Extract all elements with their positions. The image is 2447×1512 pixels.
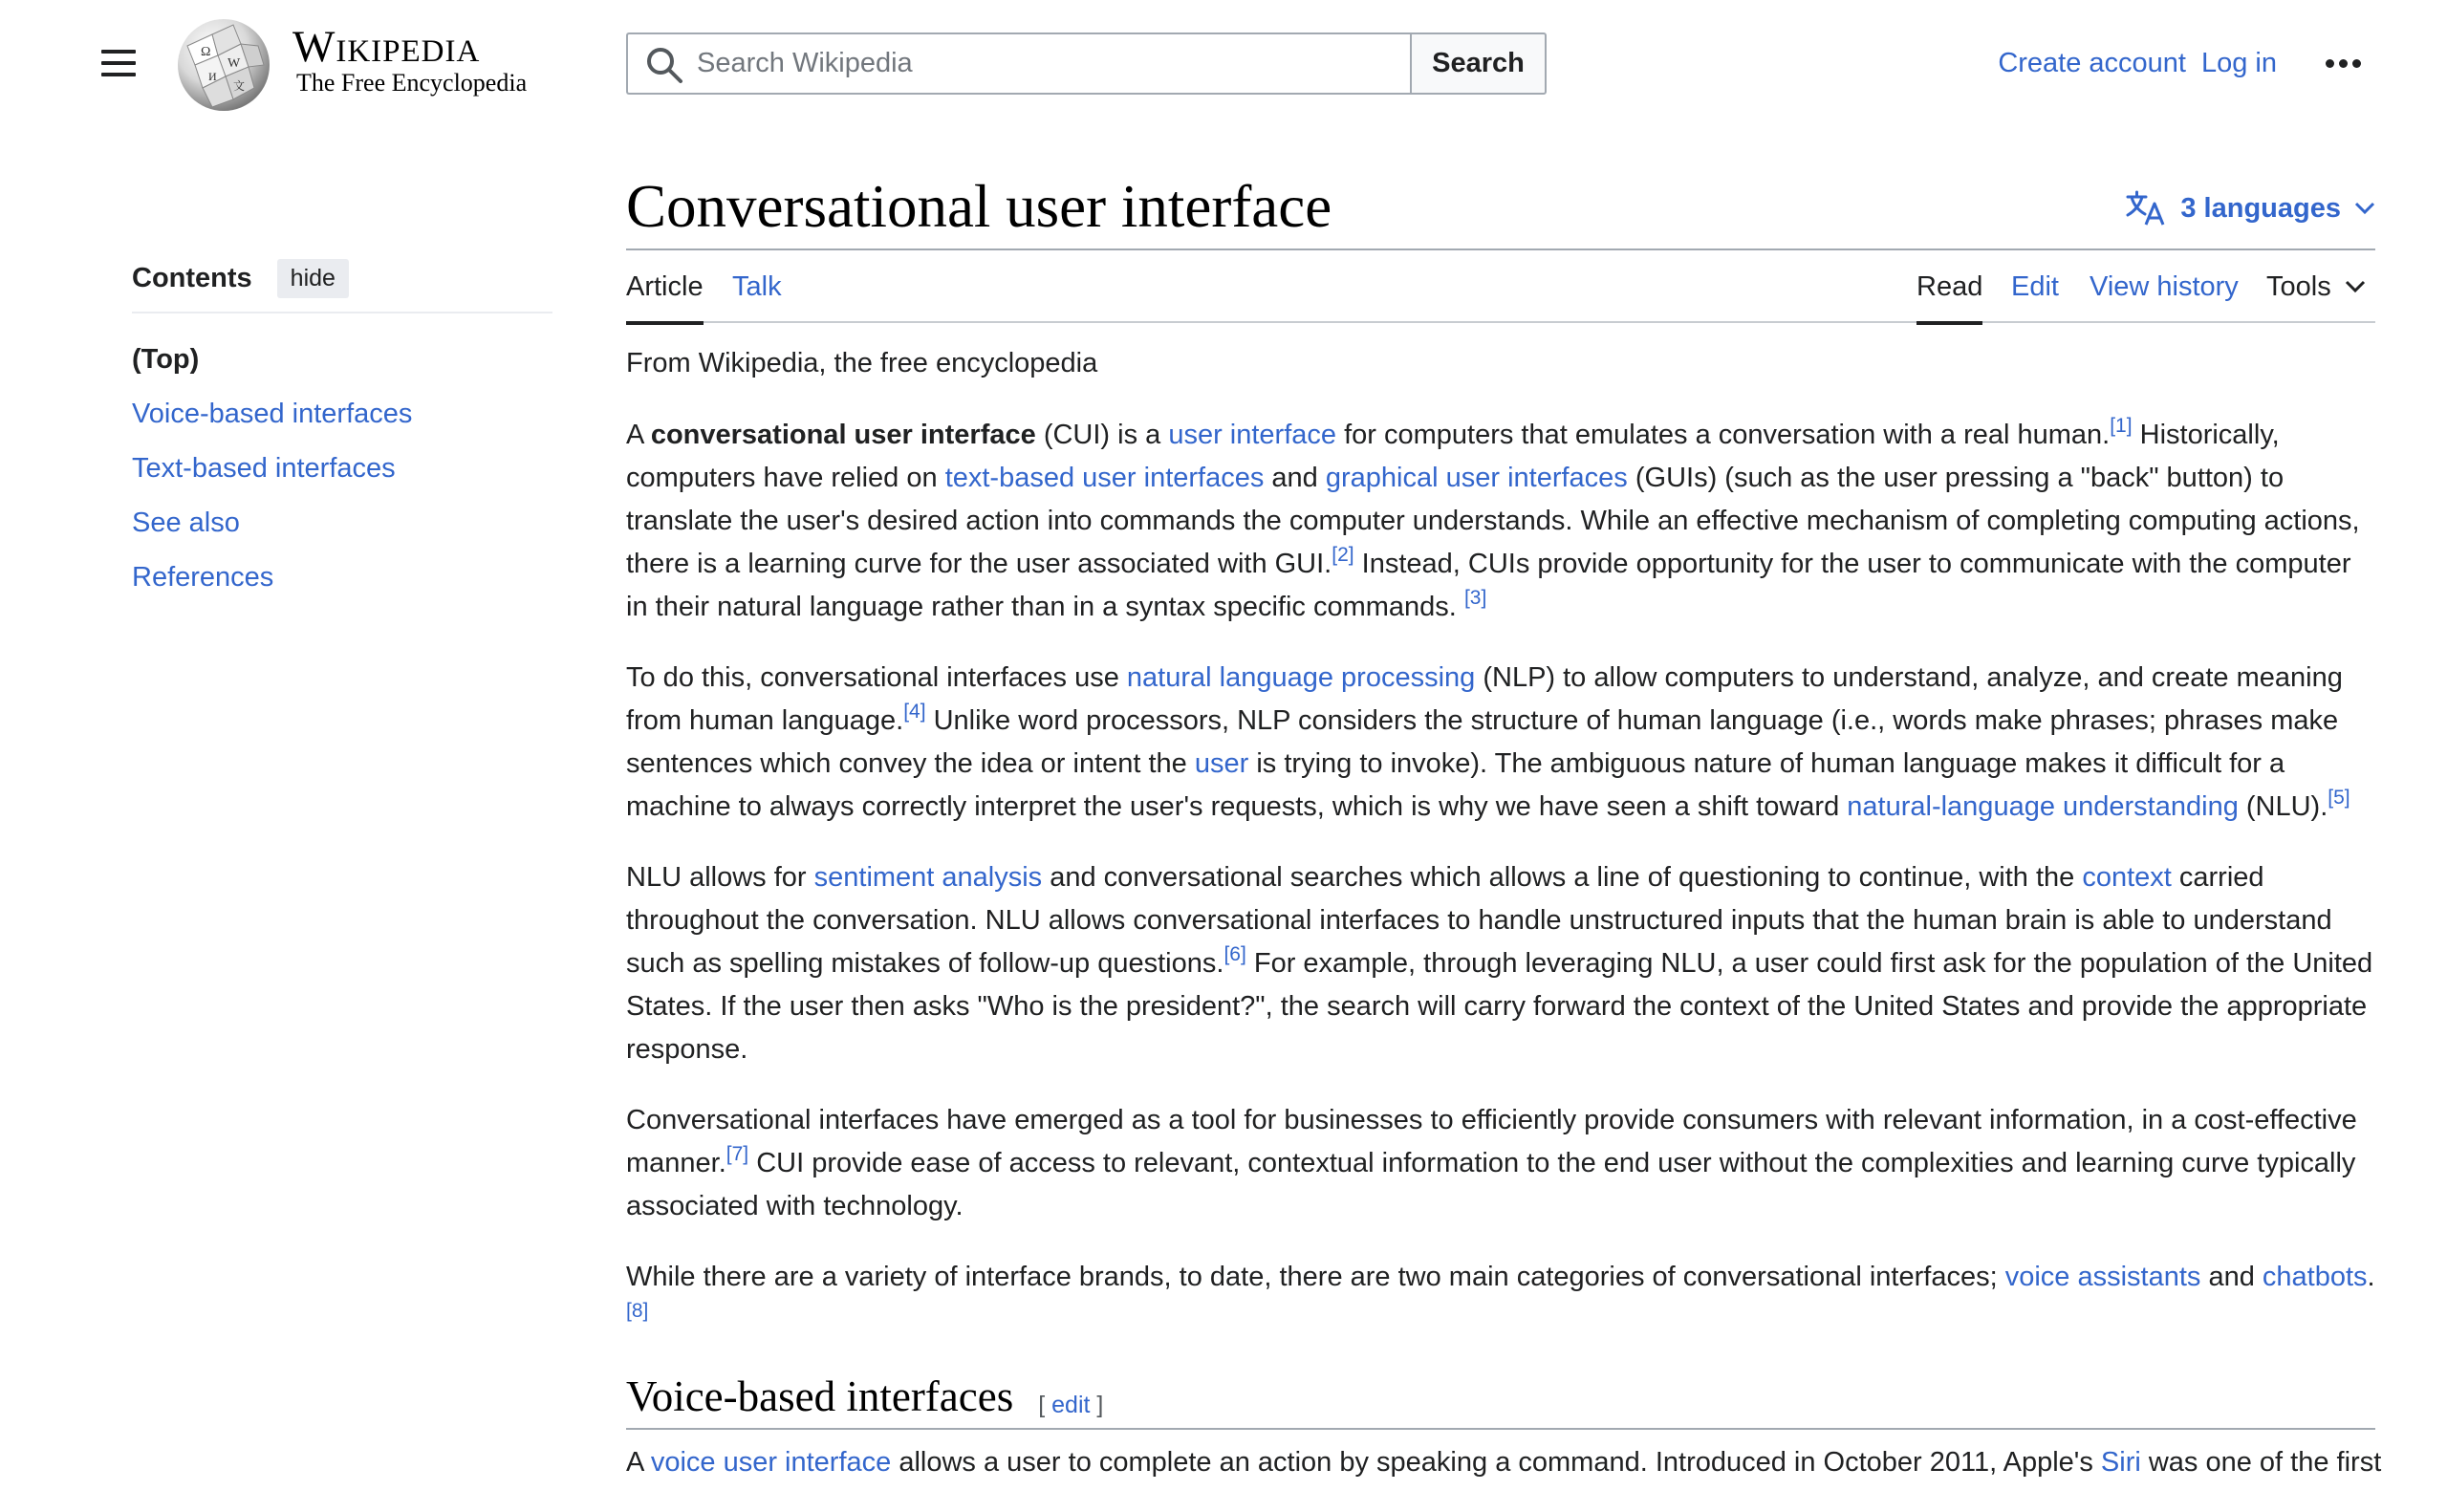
- ref-1[interactable]: [1]: [2110, 415, 2133, 437]
- paragraph-6: A voice user interface allows a user to complete an action by speaking a command. Introduced in October 2011, Apple's Siri was one of the first: [626, 1447, 2382, 1478]
- search-icon: [645, 46, 683, 84]
- page-tabs: [626, 250, 2375, 323]
- translate-icon: [2125, 189, 2167, 227]
- link-sentiment-analysis[interactable]: sentiment analysis: [813, 862, 1043, 893]
- bold-term: conversational user interface: [650, 420, 1036, 450]
- chevron-down-icon: [2354, 202, 2375, 215]
- search-input[interactable]: [697, 34, 1404, 93]
- tab-edit[interactable]: Edit: [2011, 271, 2059, 302]
- table-of-contents: [132, 258, 552, 605]
- tab-read[interactable]: Read: [1916, 250, 1982, 325]
- link-context[interactable]: context: [2082, 862, 2172, 893]
- search-button[interactable]: Search: [1410, 32, 1547, 95]
- toc-item-references[interactable]: References: [132, 562, 274, 593]
- chevron-down-icon: [2345, 280, 2366, 293]
- tools-label: Tools: [2266, 271, 2331, 302]
- svg-text:Ω: Ω: [201, 45, 211, 59]
- section-edit-control: [ edit ]: [1038, 1392, 1104, 1418]
- ref-4[interactable]: [4]: [903, 701, 926, 723]
- svg-text:И: И: [208, 70, 217, 83]
- tools-dropdown[interactable]: [2266, 250, 2366, 323]
- toc-item-text-based-interfaces[interactable]: Text-based interfaces: [132, 453, 396, 484]
- link-graphical-user-interfaces[interactable]: graphical user interfaces: [1325, 463, 1628, 493]
- link-text-based-user-interfaces[interactable]: text-based user interfaces: [944, 463, 1265, 493]
- link-siri[interactable]: Siri: [2100, 1447, 2141, 1478]
- paragraph-3: NLU allows for sentiment analysis and conversational searches which allows a line of questioning to continue, with the context carried throughout the conversation. NLU allows conversational interfaces to handle unstructured inputs that the human brain is able to understand such as spelling mistakes of follow-up questions.[6] For example, through leveraging NLU, a user could first ask for the population of the United States. If the user then asks "Who is the president?", the search will carry forward the context of the United States and provide the appropriate response.: [626, 862, 2373, 1065]
- ref-3[interactable]: [3]: [1463, 587, 1487, 609]
- section-edit-link[interactable]: edit: [1051, 1392, 1091, 1418]
- toc-item-top[interactable]: (Top): [132, 344, 200, 375]
- link-voice-assistants[interactable]: voice assistants: [2004, 1262, 2201, 1292]
- language-count: 3 languages: [2180, 192, 2341, 224]
- toc-title: Contents: [132, 262, 252, 293]
- toc-item-see-also[interactable]: See also: [132, 508, 240, 538]
- svg-text:W: W: [227, 56, 241, 71]
- ref-5[interactable]: [5]: [2328, 787, 2350, 809]
- paragraph-2: To do this, conversational interfaces use natural language processing (NLP) to allow computers to understand, analyze, and create meaning from human language.[4] Unlike word processors, NLP considers the structure of human language (i.e., words make phrases; phrases make sentences which convey the idea or intent the user is trying to invoke). The ambiguous nature of human language makes it difficult for a machine to always correctly interpret the user's requests, which is why we have seen a shift toward natural-language understanding (NLU).[5]: [626, 662, 2350, 822]
- paragraph-4: Conversational interfaces have emerged as a tool for businesses to efficiently provide consumers with relevant information, in a cost-effective manner.[7] CUI provide ease of access to relevant, contextual information to the end user without the complexities and learning curve typically associated with technology.: [626, 1105, 2357, 1221]
- wikipedia-tagline: The Free Encyclopedia: [296, 69, 528, 97]
- site-subtitle: From Wikipedia, the free encyclopedia: [626, 348, 1098, 378]
- section-heading-voice-based-interfaces: [626, 1372, 2375, 1430]
- ref-8[interactable]: [8]: [626, 1300, 649, 1322]
- paragraph-5: While there are a variety of interface brands, to date, there are two main categories of conversational interfaces; voice assistants and chatbots.[8]: [626, 1262, 2375, 1322]
- ref-2[interactable]: [2]: [1332, 544, 1354, 566]
- paragraph-1: A conversational user interface (CUI) is a user interface for computers that emulates a conversation with a real human.[1] Historically, computers have relied on text-based user interfaces and graphical user interfaces (GUIs) (such as the user pressing a "back" button) to translate the user's desired action into commands the computer understands. While an effective mechanism of completing computing actions, there is a learning curve for the user associated with GUI.[2] Instead, CUIs provide opportunity for the user to communicate with the computer in their natural language rather than in a syntax specific commands. [3]: [626, 415, 2360, 622]
- svg-text:文: 文: [233, 79, 246, 93]
- log-in-link[interactable]: Log in: [2200, 48, 2277, 78]
- page-title: Conversational user interface: [626, 173, 1332, 240]
- link-natural-language-understanding[interactable]: natural-language understanding: [1847, 791, 2239, 822]
- toc-hide-button[interactable]: hide: [277, 259, 349, 298]
- link-natural-language-processing[interactable]: natural language processing: [1126, 662, 1476, 693]
- link-chatbots[interactable]: chatbots: [2262, 1262, 2368, 1292]
- link-user[interactable]: user: [1194, 748, 1249, 779]
- article-body: [626, 342, 2382, 1484]
- ref-6[interactable]: [6]: [1224, 943, 1246, 965]
- ref-7[interactable]: [7]: [725, 1143, 749, 1165]
- wikipedia-wordmark[interactable]: Wikipedia: [292, 22, 481, 72]
- tab-article[interactable]: Article: [626, 250, 704, 325]
- link-voice-user-interface[interactable]: voice user interface: [650, 1447, 892, 1478]
- toc-item-voice-based-interfaces[interactable]: Voice-based interfaces: [132, 399, 413, 429]
- tab-view-history[interactable]: View history: [2090, 271, 2239, 302]
- site-header: [0, 0, 2447, 126]
- wikipedia-globe-logo[interactable]: [174, 17, 273, 113]
- main-menu-icon[interactable]: [96, 44, 141, 82]
- article-main: [626, 162, 2382, 1512]
- tab-talk[interactable]: Talk: [732, 271, 782, 302]
- create-account-link[interactable]: Create account: [1998, 48, 2186, 78]
- section-title: Voice-based interfaces: [626, 1372, 1014, 1420]
- language-selector-button[interactable]: [2125, 189, 2375, 227]
- search-box[interactable]: [626, 32, 1412, 95]
- more-options-icon[interactable]: [2321, 44, 2365, 82]
- link-user-interface[interactable]: user interface: [1168, 420, 1337, 450]
- user-links: [1998, 44, 2365, 82]
